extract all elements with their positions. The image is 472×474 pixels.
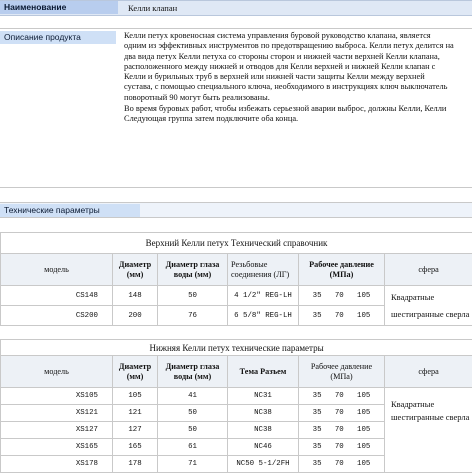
- lower-header-pressure: Рабочее давление (МПа): [299, 356, 385, 388]
- name-label: Наименование: [0, 1, 118, 14]
- lower-header-model: модель: [1, 356, 113, 388]
- upper-header-pressure: Рабочее давление (МПа): [299, 254, 385, 286]
- table-row: XS121 121 50 NC38 35 70 105: [1, 405, 472, 422]
- lower-spec-table: [0, 339, 472, 473]
- upper-table-title: Верхний Келли петух Технический справочник: [1, 233, 472, 254]
- lower-table-title: Нижняя Келли петух технические параметры: [1, 340, 472, 356]
- table-row: CS200 200 76 6 5/8" REG-LH 35 70 105: [1, 306, 472, 326]
- description-label: Описание продукта: [0, 31, 116, 44]
- upper-header-sphere: сфера: [385, 254, 472, 286]
- upper-spec-table: [0, 232, 472, 326]
- lower-header-sphere: сфера: [385, 356, 472, 388]
- upper-header-diameter: Диаметр (мм): [113, 254, 158, 286]
- lower-header-diameter: Диаметр (мм): [113, 356, 158, 388]
- upper-header-eye-diameter: Диаметр глаза воды (мм): [158, 254, 228, 286]
- upper-sphere-cell: Квадратные шестигранные сверла: [385, 286, 472, 326]
- description-text: [124, 31, 454, 126]
- upper-header-model: модель: [1, 254, 113, 286]
- name-value: Келли клапан: [128, 3, 178, 13]
- lower-header-eye-diameter: Диаметр глаза воды (мм): [158, 356, 228, 388]
- table-row: XS178 178 71 NC50 5-1/2FH 35 70 105: [1, 456, 472, 473]
- table-row: XS105 105 41 NC31 35 70 105 Квадратные шестигранные сверла: [1, 388, 472, 405]
- description-paragraph-1: Келли петух кровеносная система управления буровой руководство клапана, является одним из эффективных инструментов по предотвращению выброса. Келли петух делится на два вида петух Келли петуха со стороны сторон и нижней части верхней Келли клапана, расположенного между нижней и отводов для Келли верхней и нижней Келли клапан с Келли и бурильных труб в верхней или нижней части защиты Келли между верхней сустава, с помощью специального ключа, необходимого в инструкциях ключ выключатель поворотный 90 могут быть реализованы.: [124, 31, 454, 102]
- table-row: XS165 165 61 NC46 35 70 105: [1, 439, 472, 456]
- upper-header-thread: Резьбовые соединения (ЛГ): [228, 254, 299, 286]
- table-row: CS148 148 50 4 1/2" REG-LH 35 70 105 Квадратные шестигранные сверла: [1, 286, 472, 306]
- tech-params-label: Технические параметры: [0, 204, 140, 217]
- lower-sphere-cell: Квадратные шестигранные сверла: [385, 388, 472, 473]
- description-paragraph-2: Во время буровых работ, чтобы избежать серьезной аварии выброс, должны Келли, Келли Следующая группа затем подключите оба конца.: [124, 104, 447, 124]
- table-row: XS127 127 50 NC38 35 70 105: [1, 422, 472, 439]
- lower-header-thread: Тема Разъем: [228, 356, 299, 388]
